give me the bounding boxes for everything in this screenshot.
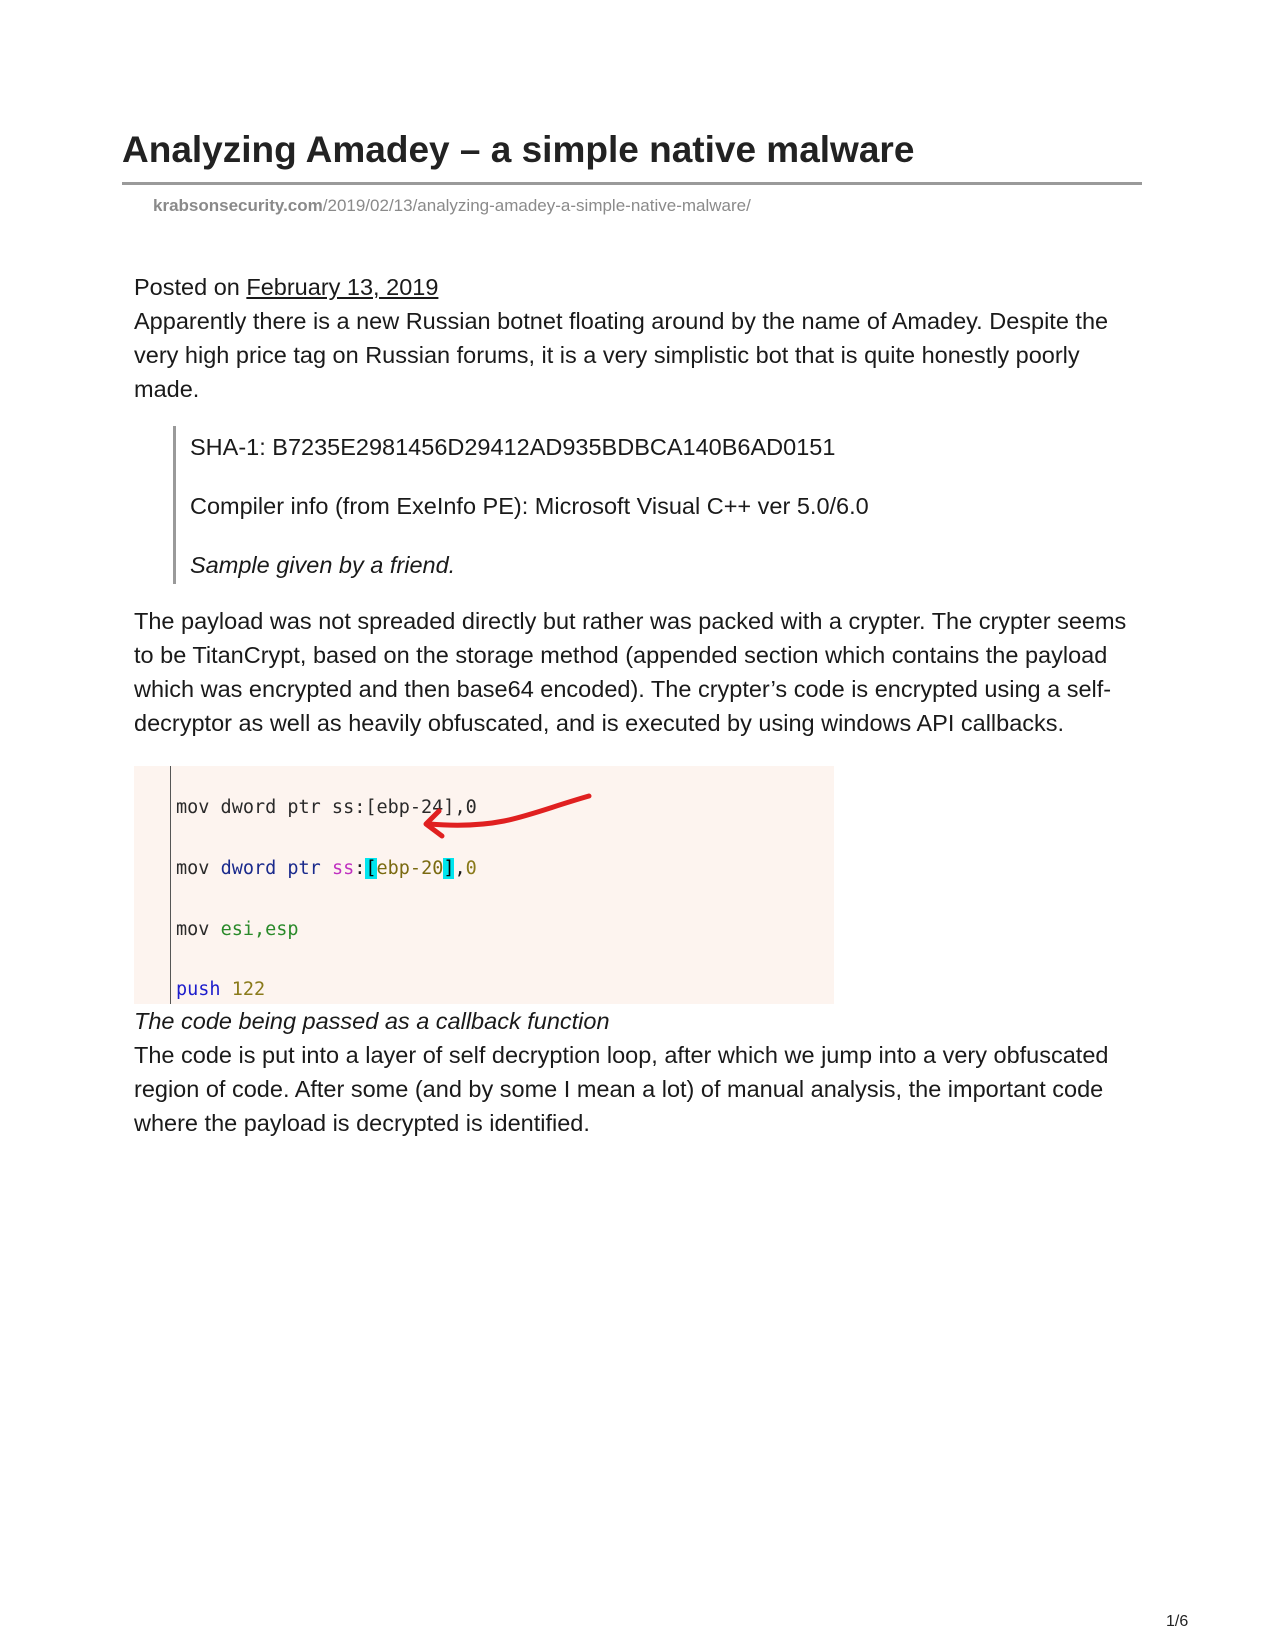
title-divider [122,182,1142,185]
figure-caption: The code being passed as a callback function [134,1008,610,1034]
article-title: Analyzing Amadey – a simple native malware [122,129,915,170]
sha1-line: SHA-1: B7235E2981456D29412AD935BDBCA140B6AD0151 [190,434,836,460]
disassembly-screenshot [134,766,834,1004]
url-path: /2019/02/13/analyzing-amadey-a-simple-native-malware/ [322,196,751,215]
code-line: mov dword ptr ss:[ebp-20],0 [176,858,477,879]
url-domain: krabsonsecurity.com [153,196,323,215]
code-line: mov esi,esp [176,918,299,940]
red-arrow-annotation [134,766,834,1004]
sample-source-line: Sample given by a friend. [190,552,456,578]
crypter-paragraph: The payload was not spreaded directly but rather was packed with a crypter. The crypter seems to be TitanCrypt, based on the storage method (appended section which contains the payload which was encrypted and then base64 encoded). The crypter’s code is encrypted using a self-decryptor as well as heavily obfuscated, and is executed by using windows API callbacks. [134,608,1127,736]
posted-line [134,270,1134,304]
posted-prefix: Posted on [134,274,247,300]
compiler-line: Compiler info (from ExeInfo PE): Microsoft Visual C++ ver 5.0/6.0 [190,493,869,519]
article-body [134,270,1134,1140]
code-line: push 122 [176,979,266,1001]
page-number: 1/6 [1166,1613,1189,1630]
posted-date-link[interactable]: February 13, 2019 [246,274,439,300]
intro-paragraph: Apparently there is a new Russian botnet floating around by the name of Amadey. Despite the very high price tag on Russian forums, it is a very simplistic bot that is quite honestly poorly made. [134,308,1109,402]
source-url[interactable] [153,195,751,217]
code-line-text: mov dword ptr ss:[ebp-24],0 [176,797,477,819]
sample-info-blockquote [173,426,1134,584]
decryption-paragraph: The code is put into a layer of self decryption loop, after which we jump into a very obfuscated region of code. After some (and by some I mean a lot) of manual analysis, the important code where the payload is decrypted is identified. [134,1042,1109,1136]
